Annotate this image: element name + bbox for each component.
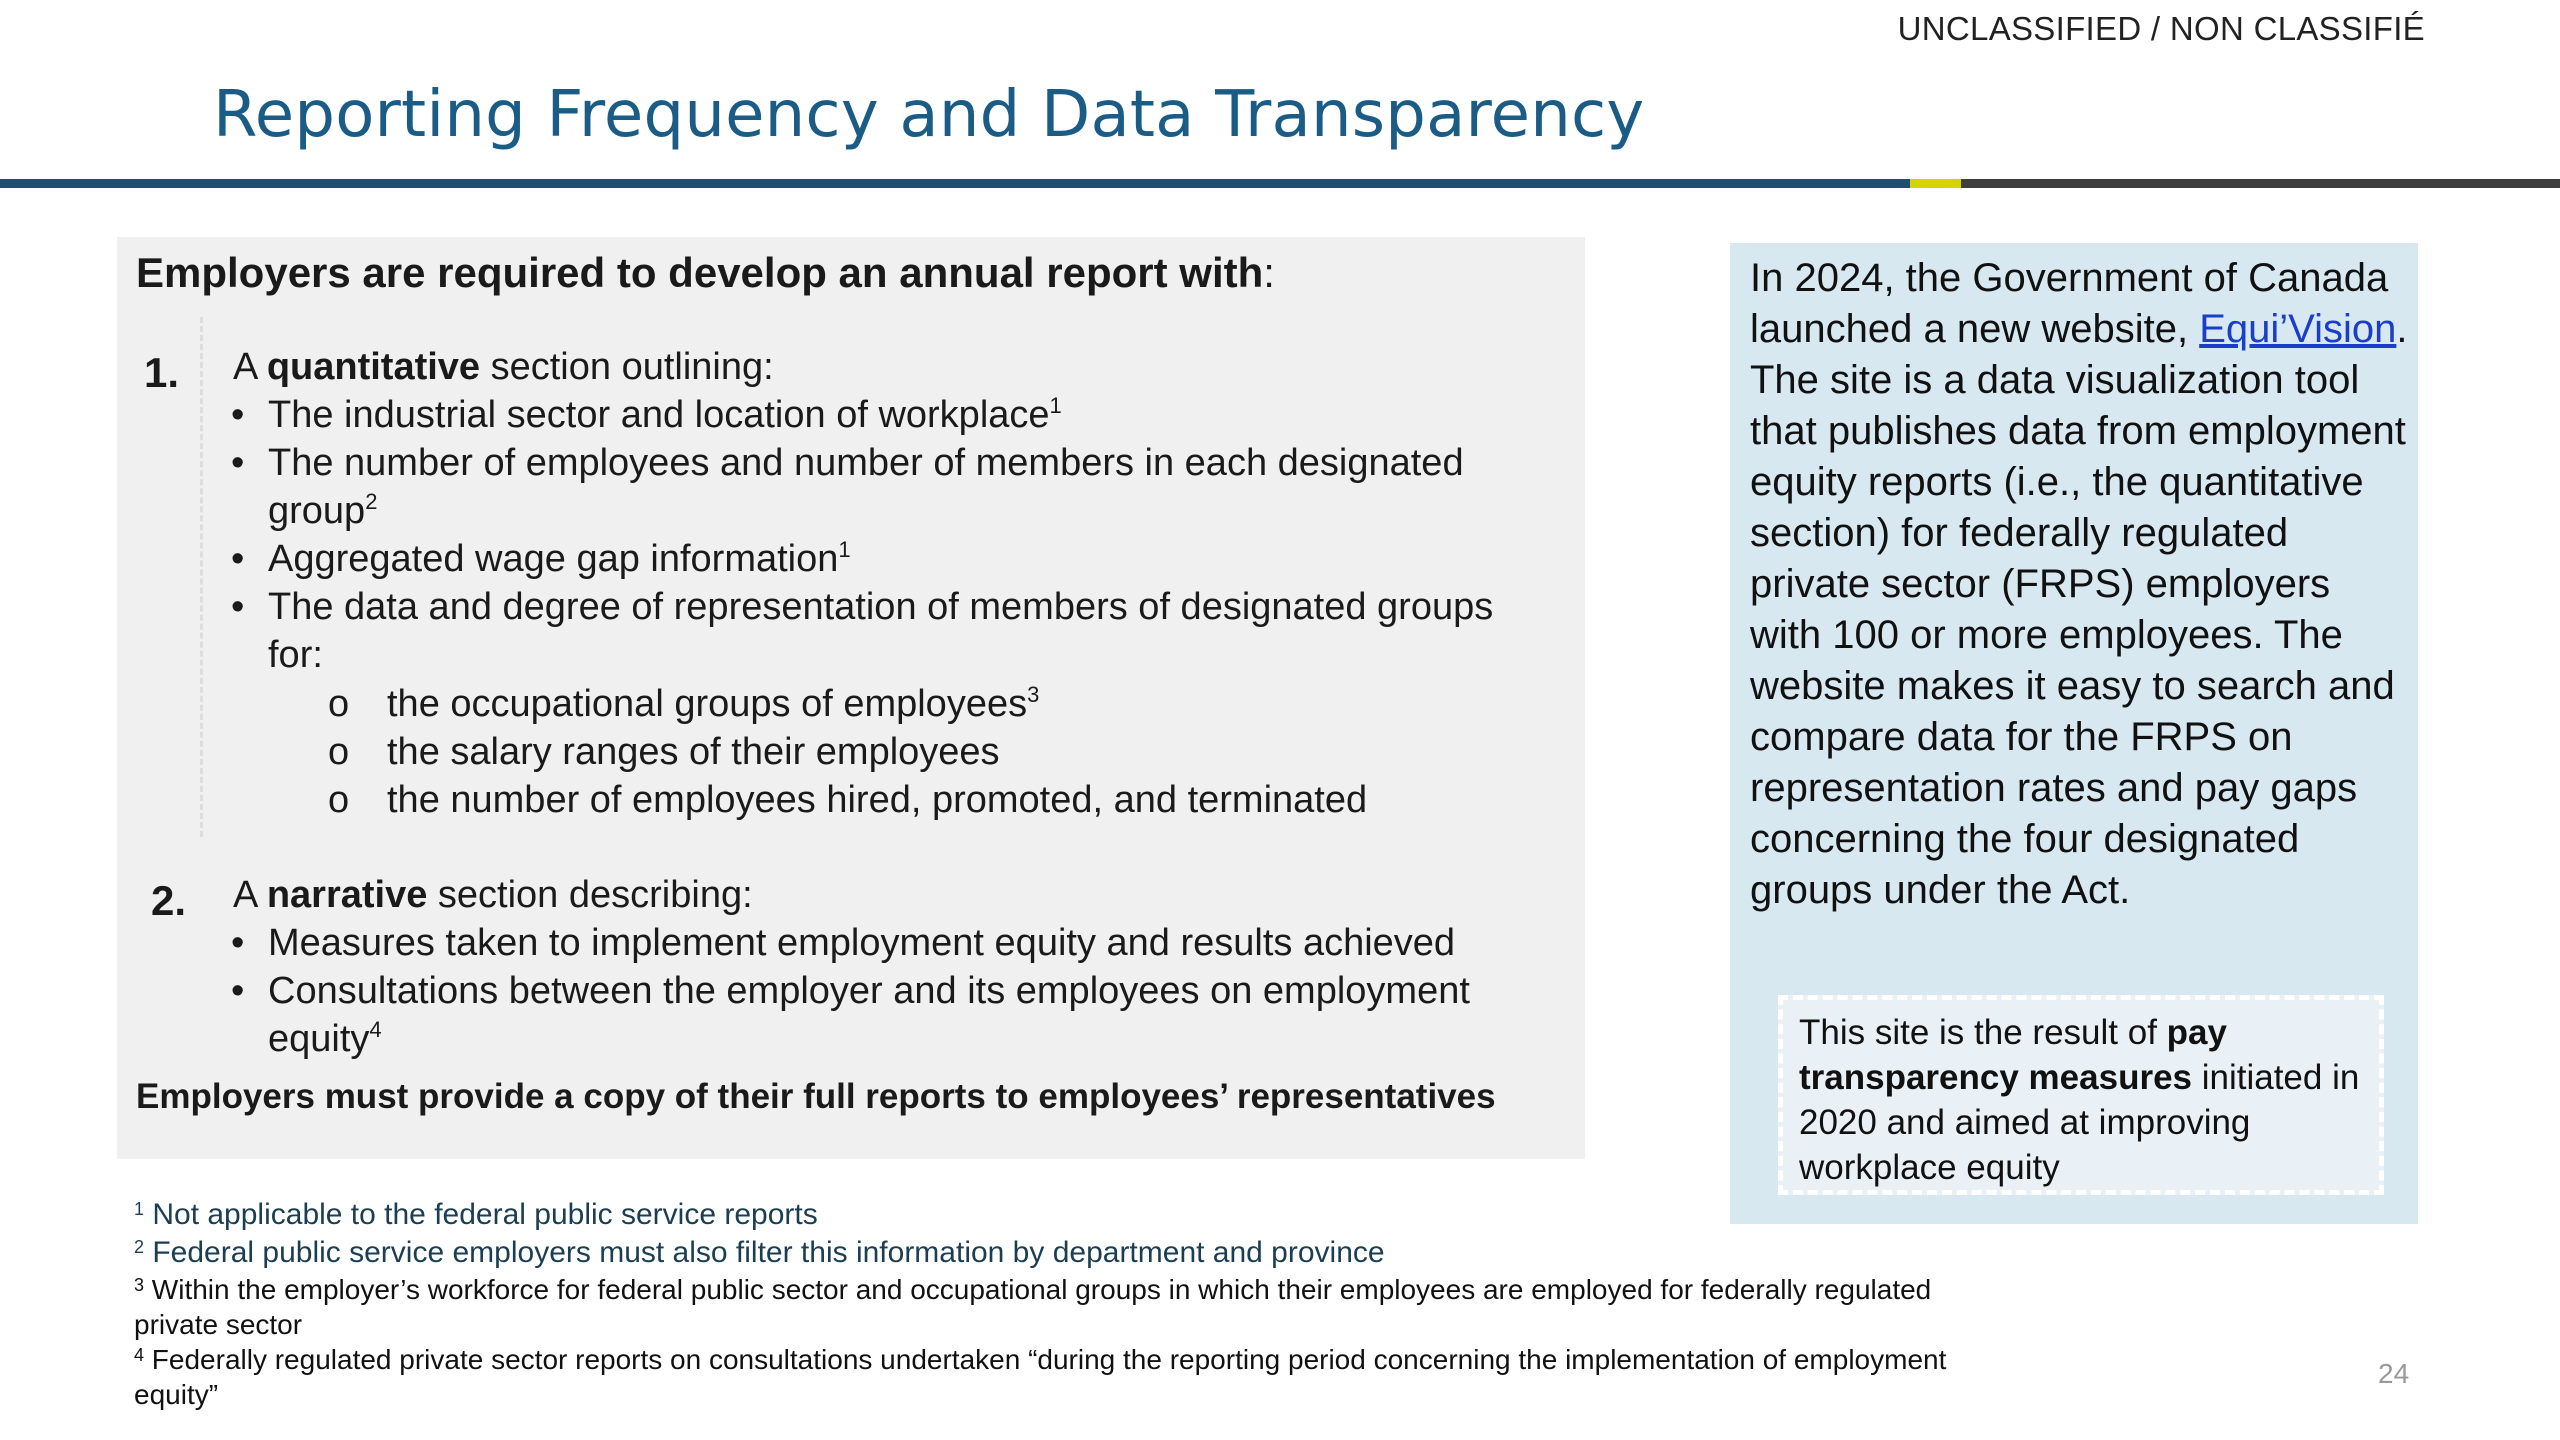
sub-bullet-marker: o [328, 779, 350, 821]
footnote-ref: 1 [1049, 393, 1062, 418]
list-item-continuation [268, 1015, 382, 1063]
section-1-intro-a: A [233, 346, 267, 388]
equivision-info-panel [1730, 243, 2418, 1224]
callout-text-rest: initiated in 2020 and aimed at improving workplace equity [1799, 1058, 2360, 1187]
panel-heading [136, 249, 1275, 297]
list-item-text: The number of employees and number of members in each designated [268, 442, 1464, 484]
section-1-number: 1. [144, 349, 180, 396]
list-item-continuation [268, 631, 323, 679]
bullet-marker: • [231, 586, 245, 628]
section-2-number: 2. [151, 877, 187, 924]
section-1-intro-bold: quantitative [266, 346, 481, 388]
classification-label: UNCLASSIFIED / NON CLASSIFIÉ [1897, 10, 2425, 47]
sub-list-item-text: the occupational groups of employees [387, 683, 1028, 725]
footnote-text: Within the employer’s workforce for federal public sector and occupational groups in which their employees are employed for federally regulated [144, 1274, 1932, 1305]
footnote-ref: 2 [365, 489, 378, 514]
footnote-ref: 1 [838, 537, 851, 562]
sub-list-item [387, 776, 1367, 824]
list-item [268, 391, 1062, 439]
panel-heading-colon: : [1263, 249, 1275, 296]
footnote-number: 2 [134, 1237, 145, 1257]
section-2-intro-bold: narrative [266, 874, 428, 916]
footnote [134, 1274, 1931, 1306]
info-text-body: . The site is a data visualization tool that publishes data from employment equity reports (i.e., the quantitative section) for federally regulated private sector (FRPS) employers with 100 or more employees. The website makes it easy to search and compare data for the FRPS on representation rates and pay gaps concerning the four designated groups under the Act. [1750, 307, 2408, 912]
list-item [268, 535, 851, 583]
section-2-intro [233, 871, 753, 919]
callout-text-bold: pay transparency measures [1799, 1013, 2227, 1097]
sub-list-item-text: the number of employees hired, promoted, and terminated [387, 779, 1368, 821]
bullet-marker: • [231, 538, 245, 580]
list-item-text: Consultations between the employer and its employees on employment [268, 970, 1470, 1012]
sub-list-item [387, 728, 1000, 776]
footnote-number: 4 [134, 1345, 145, 1365]
list-item [268, 967, 1470, 1015]
list-item-text: equity [268, 1018, 370, 1060]
list-item-text: Aggregated wage gap information [268, 538, 839, 580]
page-title: Reporting Frequency and Data Transparency [213, 78, 1645, 152]
footnote-text: Not applicable to the federal public service reports [144, 1198, 818, 1231]
list-item-text: for: [268, 634, 323, 676]
footnote [134, 1344, 1946, 1376]
list-item-text: The data and degree of representation of members of designated groups [268, 586, 1494, 628]
title-divider [0, 179, 2560, 188]
list-item-text: Measures taken to implement employment equity and results achieved [268, 922, 1456, 964]
bullet-marker: • [231, 394, 245, 436]
list-item [268, 919, 1455, 967]
panel-heading-text: Employers are required to develop an annual report with [136, 249, 1264, 296]
list-item-continuation [268, 487, 377, 535]
bullet-marker: • [231, 922, 245, 964]
callout-text [1799, 1010, 2369, 1190]
footnote-continuation [134, 1379, 218, 1411]
list-item [268, 439, 1464, 487]
section-1-intro-rest: section outlining: [480, 346, 774, 388]
callout-text-intro: This site is the result of [1799, 1013, 2167, 1052]
sub-bullet-marker: o [328, 683, 350, 725]
footnote [134, 1198, 818, 1232]
footnote-text: private sector [134, 1309, 303, 1340]
bullet-marker: • [231, 442, 245, 484]
section-2-intro-rest: section describing: [427, 874, 753, 916]
section-2-intro-a: A [233, 874, 267, 916]
page-number: 24 [2378, 1358, 2410, 1389]
footnote-ref: 4 [369, 1017, 382, 1042]
footnote-continuation [134, 1309, 302, 1341]
list-item-text: group [268, 490, 366, 532]
info-paragraph [1750, 253, 2410, 916]
sub-bullet-marker: o [328, 731, 350, 773]
panel-footer-note: Employers must provide a copy of their full reports to employees’ representatives [136, 1077, 1496, 1116]
equivision-link[interactable]: Equi’Vision [2199, 307, 2397, 351]
footnote-number: 1 [134, 1199, 145, 1219]
list-item-text: The industrial sector and location of workplace [268, 394, 1050, 436]
sub-list-item [387, 680, 1039, 728]
sub-list-item-text: the salary ranges of their employees [387, 731, 1000, 773]
footnote-text: equity” [134, 1379, 219, 1410]
info-text-intro: In 2024, the Government of Canada launched a new website, [1750, 256, 2389, 351]
footnote-text: Federally regulated private sector reports on consultations undertaken “during the reporting period concerning the implementation of employment [144, 1344, 1947, 1375]
section-1-intro [233, 343, 774, 391]
footnote-number: 3 [134, 1275, 145, 1295]
list-item [268, 583, 1493, 631]
section-1-divider [200, 317, 203, 837]
bullet-marker: • [231, 970, 245, 1012]
footnote-text: Federal public service employers must also filter this information by department and province [144, 1236, 1385, 1269]
footnote-ref: 3 [1027, 682, 1040, 707]
pay-transparency-callout [1778, 995, 2384, 1195]
annual-report-panel [117, 237, 1585, 1159]
footnote [134, 1236, 1385, 1270]
